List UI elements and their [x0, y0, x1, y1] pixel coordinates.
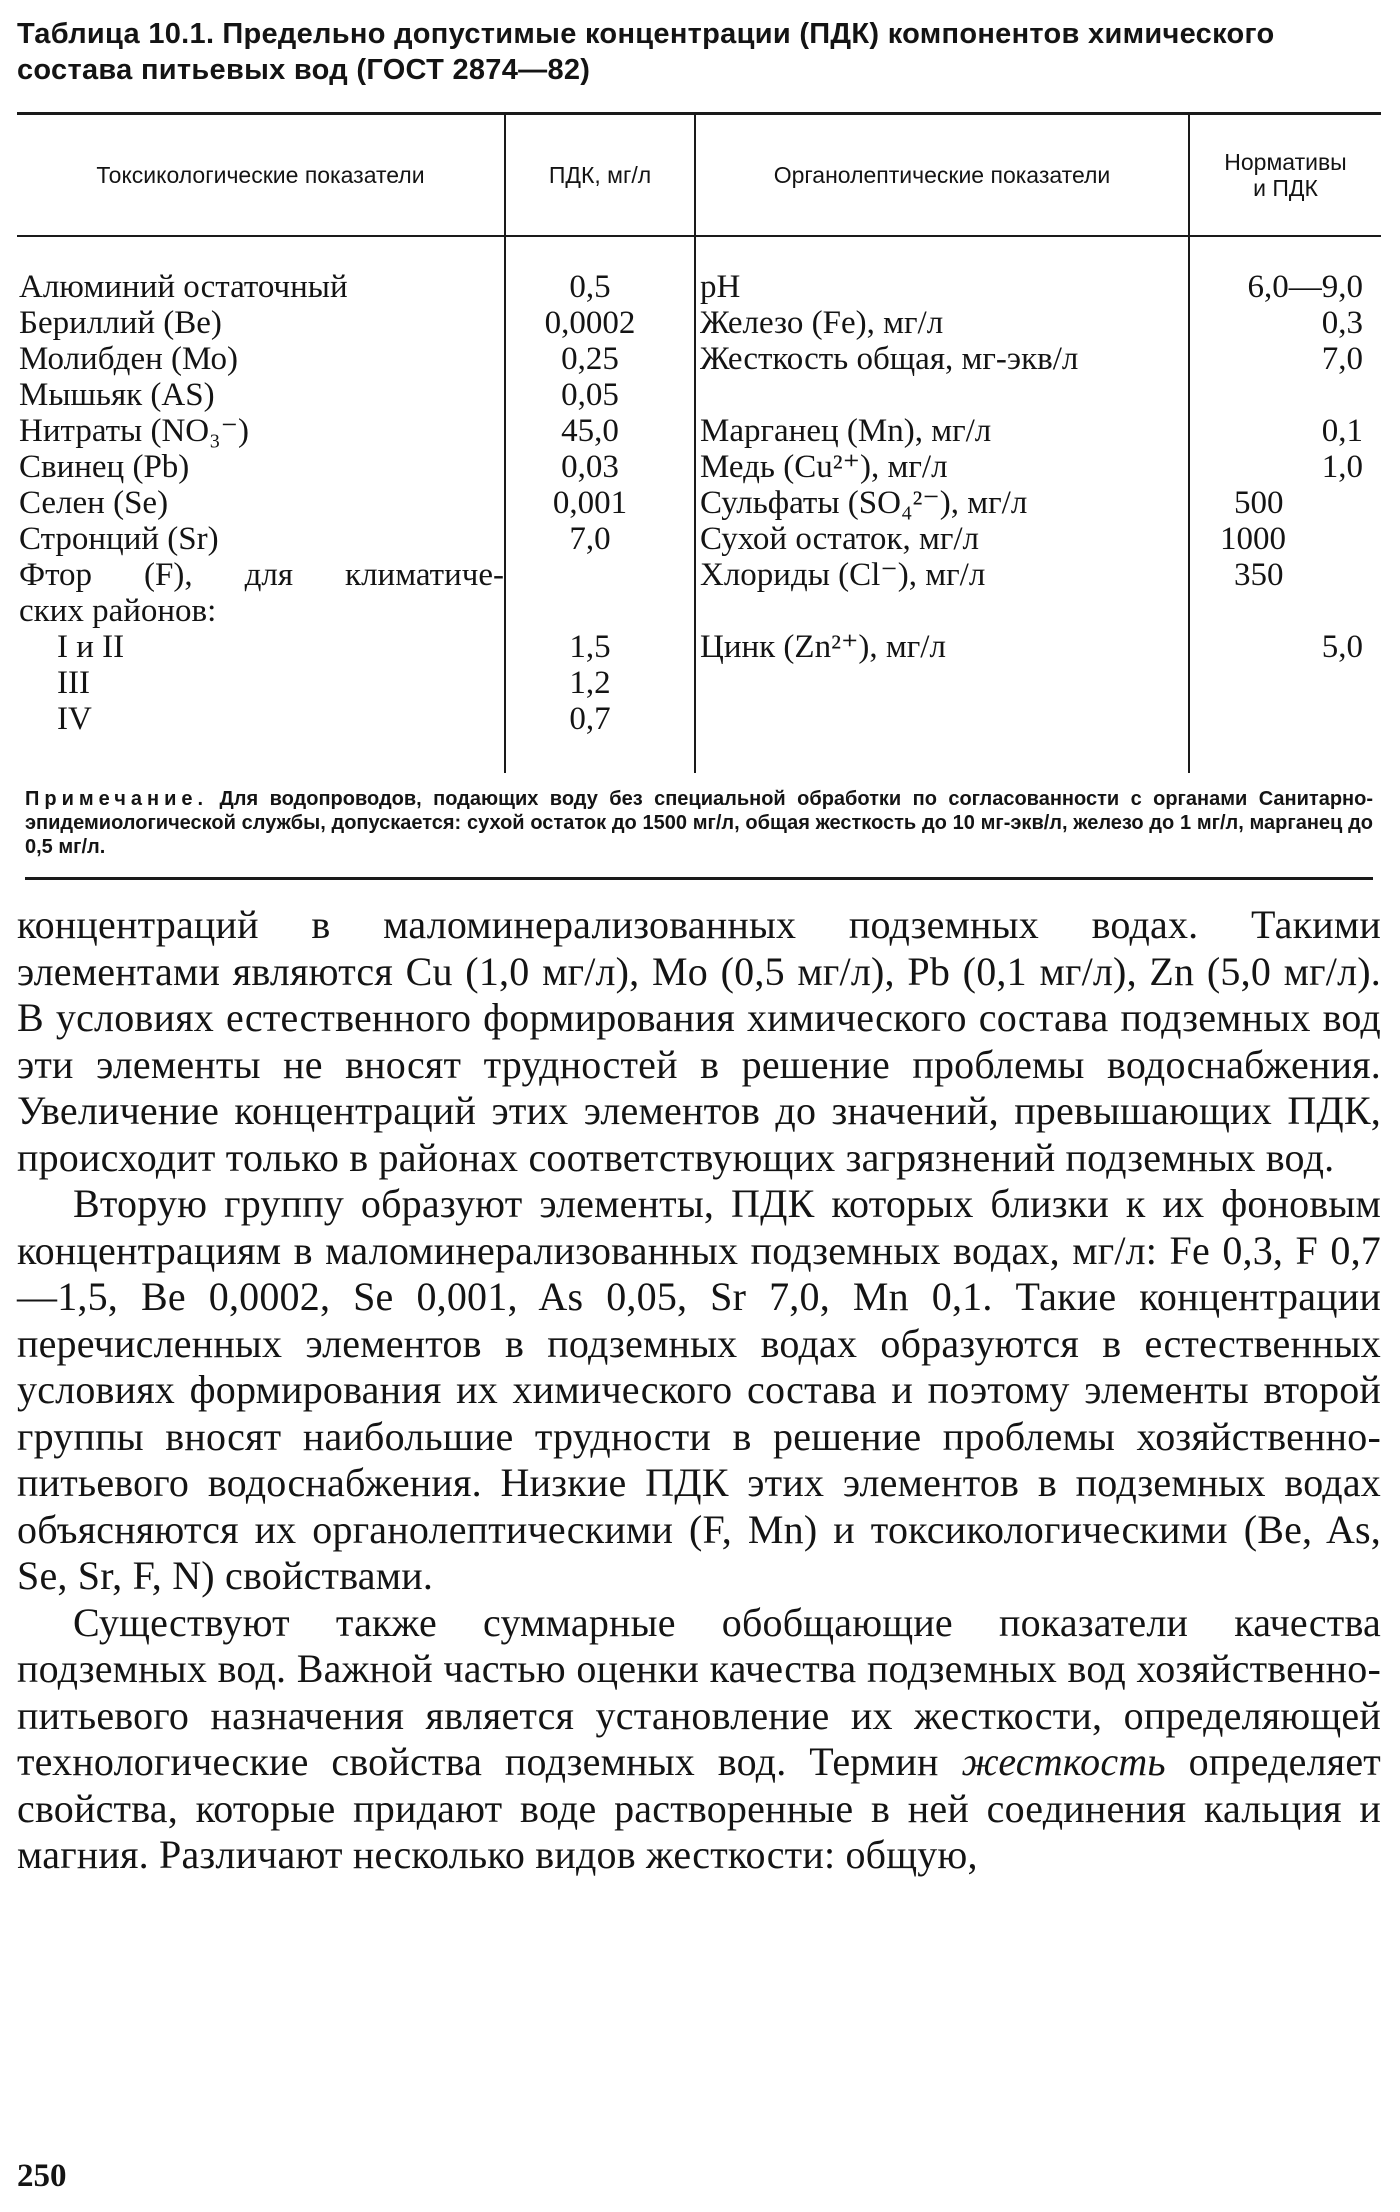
- paragraph-2: Вторую группу образуют элементы, ПДК которых близки к их фоновым концентрациям в маломинерализованных подземных водах, мг/л: Fe 0,3, F 0,7—1,5, Be 0,0002, Se 0,001, As 0,05, Sr 7,0, Mn 0,1. Такие концентрации перечисленных элементов в подземных водах образуются в естественных условиях формирования их химического состава и поэтому элементы второй группы вносят наибольшие трудности в решение проблемы хозяйственно-питьевого водоснабжения. Низкие ПДК этих элементов в подземных водах объясняются их органолептическими (F, Mn) и токсикологическими (Be, As, Se, Sr, F, N) свойствами.: [17, 1181, 1381, 1598]
- table-caption: [17, 16, 1381, 88]
- row-org: pH: [695, 269, 1189, 305]
- row-name: Молибден (Мо): [19, 341, 239, 377]
- row-pdk: 0,03: [505, 449, 695, 485]
- row-pdk: 0,05: [505, 377, 695, 413]
- row-pdk: 45,0: [505, 413, 695, 449]
- row-pdk: 0,001: [505, 485, 695, 521]
- row-name: Нитраты (NO₃⁻): [19, 413, 250, 449]
- row-org: [695, 377, 1189, 413]
- table-row: [17, 665, 1381, 701]
- table-note: [25, 787, 1373, 880]
- table-row: [17, 557, 1381, 593]
- table-row: [17, 305, 1381, 341]
- row-norm: 500: [1189, 485, 1381, 521]
- row-pdk: 0,7: [505, 701, 695, 773]
- row-org: Железо (Fe), мг/л: [695, 305, 1189, 341]
- row-pdk: 7,0: [505, 521, 695, 557]
- table-row: [17, 413, 1381, 449]
- table-caption-title: Предельно допустимые концентрации (ПДК) компонентов химического состава питьевых вод (ГОСТ 2874—82): [17, 18, 1275, 86]
- table-note-text: Для водопроводов, подающих воду без специальной обработки по согласованности с органами Санитарно-эпидемиологической службы, допускается: сухой остаток до 1500 мг/л, общая жесткость до 10 мг-экв/л, железо до 1 мг/л, марганец до 0,5 мг/л.: [25, 788, 1373, 858]
- row-org: Марганец (Mn), мг/л: [695, 413, 1189, 449]
- row-pdk: 0,25: [505, 341, 695, 377]
- table-header-row: [17, 115, 1381, 236]
- row-name: Свинец (Pb): [19, 449, 190, 485]
- pdk-table: [17, 115, 1381, 773]
- paragraph-3: [17, 1600, 1381, 1879]
- row-norm: 1,0: [1189, 449, 1381, 485]
- row-name: III: [57, 665, 90, 701]
- body-text: [17, 902, 1381, 1879]
- table-caption-number: Таблица 10.1.: [17, 18, 215, 50]
- row-org: Жесткость общая, мг-экв/л: [695, 341, 1189, 377]
- row-name: Фтор (F), для климатиче-: [19, 557, 504, 593]
- paragraph-3-part-a: Существуют также суммарные обобщающие показатели качества подземных вод. Важной частью оценки качества подземных вод хозяйственно-питьевого назначения является установление их жесткости, определяющей технологические свойства подземных вод. Термин: [17, 1599, 1381, 1784]
- row-norm: 1000: [1189, 521, 1381, 557]
- row-pdk: 0,5: [505, 269, 695, 305]
- row-pdk: 1,2: [505, 665, 695, 701]
- page: [17, 16, 1381, 1879]
- table-row: [17, 377, 1381, 413]
- row-norm: 6,0—9,0: [1189, 269, 1381, 305]
- table-row: [17, 521, 1381, 557]
- row-pdk: 0,0002: [505, 305, 695, 341]
- row-name: I и II: [57, 629, 125, 665]
- row-org: [695, 665, 1189, 701]
- row-org: Цинк (Zn²⁺), мг/л: [695, 629, 1189, 665]
- row-name: Бериллий (Ве): [19, 305, 222, 341]
- row-name: Мышьяк (AS): [19, 377, 215, 413]
- row-norm: 5,0: [1189, 629, 1381, 665]
- table-block: [17, 112, 1381, 880]
- row-org: Сухой остаток, мг/л: [695, 521, 1189, 557]
- row-norm: 7,0: [1189, 341, 1381, 377]
- row-norm: [1189, 701, 1381, 773]
- table-row: [17, 449, 1381, 485]
- row-norm: 0,3: [1189, 305, 1381, 341]
- table-row: [17, 341, 1381, 377]
- header-norm: Нормативы и ПДК: [1189, 115, 1381, 236]
- table-row: [17, 593, 1381, 629]
- row-org: [695, 593, 1189, 629]
- row-norm: 0,1: [1189, 413, 1381, 449]
- row-pdk: [505, 593, 695, 629]
- term-hardness: жесткость: [961, 1739, 1166, 1784]
- row-norm: [1189, 377, 1381, 413]
- row-org: Хлориды (Cl⁻), мг/л: [695, 557, 1189, 593]
- row-name: Алюминий остаточный: [19, 269, 348, 305]
- paragraph-3-part-b: определяет свойства, которые придают воде растворенные в ней соединения кальция и магния. Различают несколько видов жесткости: общую,: [17, 1739, 1381, 1877]
- header-org: Органолептические показатели: [695, 115, 1189, 236]
- table-row: [17, 269, 1381, 305]
- table-note-lead: Примечание.: [25, 788, 209, 810]
- row-name: ских районов:: [19, 593, 217, 629]
- table-row: [17, 701, 1381, 773]
- row-org: [695, 701, 1189, 773]
- row-name: Селен (Se): [19, 485, 169, 521]
- paragraph-1: концентраций в маломинерализованных подземных водах. Такими элементами являются Cu (1,0 мг/л), Mo (0,5 мг/л), Pb (0,1 мг/л), Zn (5,0 мг/л). В условиях естественного формирования химического состава подземных вод эти элементы не вносят трудностей в решение проблемы водоснабжения. Увеличение концентраций этих элементов до значений, превышающих ПДК, происходит только в районах соответствующих загрязнений подземных вод.: [17, 902, 1381, 1180]
- row-org: Сульфаты (SO₄²⁻), мг/л: [695, 485, 1189, 521]
- row-name: IV: [57, 701, 92, 737]
- header-pdk: ПДК, мг/л: [505, 115, 695, 236]
- row-norm: [1189, 665, 1381, 701]
- row-norm: 350: [1189, 557, 1381, 593]
- row-pdk: [505, 557, 695, 593]
- table-row: [17, 485, 1381, 521]
- row-pdk: 1,5: [505, 629, 695, 665]
- table-body: [17, 236, 1381, 773]
- row-name: Стронций (Sr): [19, 521, 219, 557]
- page-number: 250: [17, 2158, 67, 2194]
- row-org: Медь (Cu²⁺), мг/л: [695, 449, 1189, 485]
- row-norm: [1189, 593, 1381, 629]
- header-tox: Токсикологические показатели: [17, 115, 505, 236]
- table-row: [17, 629, 1381, 665]
